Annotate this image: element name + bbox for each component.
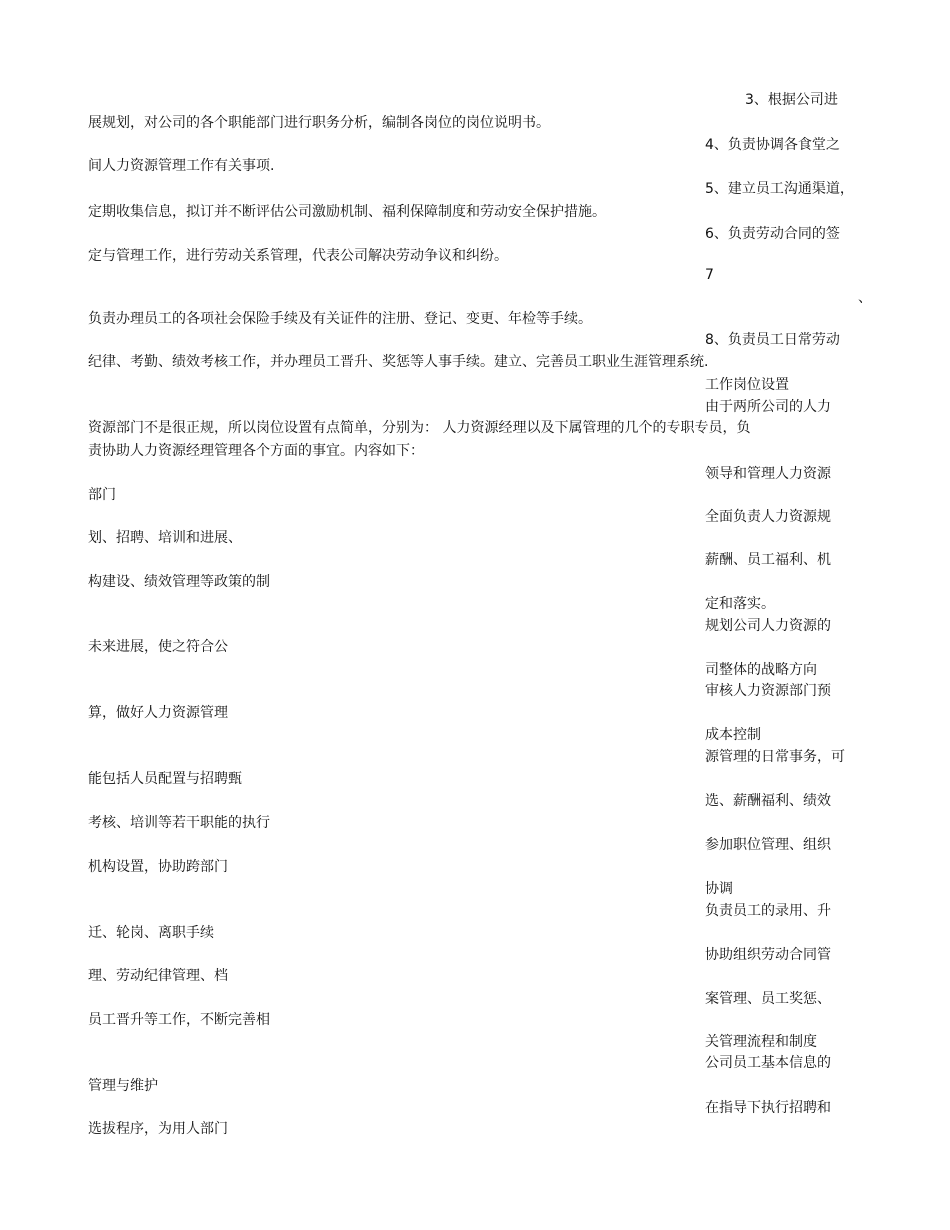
text-line: 协调 [705,881,733,897]
text-line: 7 [705,267,714,283]
text-line: 未来进展，使之符合公 [88,639,228,655]
text-line: 案管理、员工奖惩、 [705,991,831,1007]
text-line: 、 [858,290,872,306]
text-line: 薪酬、员工福利、机 [705,552,831,568]
text-line: 员工晋升等工作，不断完善相 [88,1012,270,1028]
text-line: 构建设、绩效管理等政策的制 [88,574,270,590]
text-line: 责协助人力资源经理管理各个方面的事宜。内容如下： [88,443,424,459]
text-line: 4、负责协调各食堂之 [705,137,840,153]
text-line: 成本控制 [705,727,761,743]
text-line: 理、劳动纪律管理、档 [88,968,228,984]
text-line: 全面负责人力资源规 [705,509,831,525]
text-line: 3、根据公司进 [745,92,838,108]
text-line: 工作岗位设置 [705,377,789,393]
text-line: 关管理流程和制度 [705,1034,817,1050]
text-line: 6、负责劳动合同的签 [705,226,840,242]
text-line: 负责员工的录用、升 [705,903,831,919]
text-line: 管理与维护 [88,1078,158,1094]
text-line: 协助组织劳动合同管 [705,947,831,963]
text-line: 展规划，对公司的各个职能部门进行职务分析，编制各岗位的岗位说明书。 [88,115,550,131]
text-line: 迁、轮岗、离职手续 [88,925,214,941]
text-line: 规划公司人力资源的 [705,618,831,634]
text-line: 源管理的日常事务，可 [705,749,845,765]
text-line: 在指导下执行招聘和 [705,1100,831,1116]
text-line: 定与管理工作，进行劳动关系管理，代表公司解决劳动争议和纠纷。 [88,248,508,264]
text-line: 间人力资源管理工作有关事项. [88,158,275,174]
text-line: 5、建立员工沟通渠道， [705,181,854,197]
text-line: 公司员工基本信息的 [705,1055,831,1071]
text-line: 负责办理员工的各项社会保险手续及有关证件的注册、登记、变更、年检等手续。 [88,311,592,327]
text-line: 机构设置，协助跨部门 [88,859,228,875]
text-line: 算，做好人力资源管理 [88,705,228,721]
text-line: 纪律、考勤、绩效考核工作，并办理员工晋升、奖惩等人事手续。建立、完善员工职业生涯管理系统. [88,354,709,370]
text-line: 领导和管理人力资源 [705,466,831,482]
text-line: 由于两所公司的人力 [705,399,831,415]
text-line: 选、薪酬福利、绩效 [705,793,831,809]
text-line: 能包括人员配置与招聘甄 [88,771,242,787]
text-line: 定期收集信息，拟订并不断评估公司激励机制、福利保障制度和劳动安全保护措施。 [88,204,606,220]
text-line: 部门 [88,487,116,503]
text-line: 选拔程序，为用人部门 [88,1121,228,1137]
text-line: 定和落实。 [705,596,775,612]
text-line: 划、招聘、培训和进展、 [88,530,242,546]
text-line: 审核人力资源部门预 [705,683,831,699]
text-line: 资源部门不是很正规，所以岗位设置有点简单，分别为： 人力资源经理以及下属管理的几个的专职专员，负 [88,420,751,436]
text-line: 考核、培训等若干职能的执行 [88,815,270,831]
text-line: 8、负责员工日常劳动 [705,332,840,348]
text-line: 司整体的战略方向 [705,662,817,678]
text-line: 参加职位管理、组织 [705,837,831,853]
